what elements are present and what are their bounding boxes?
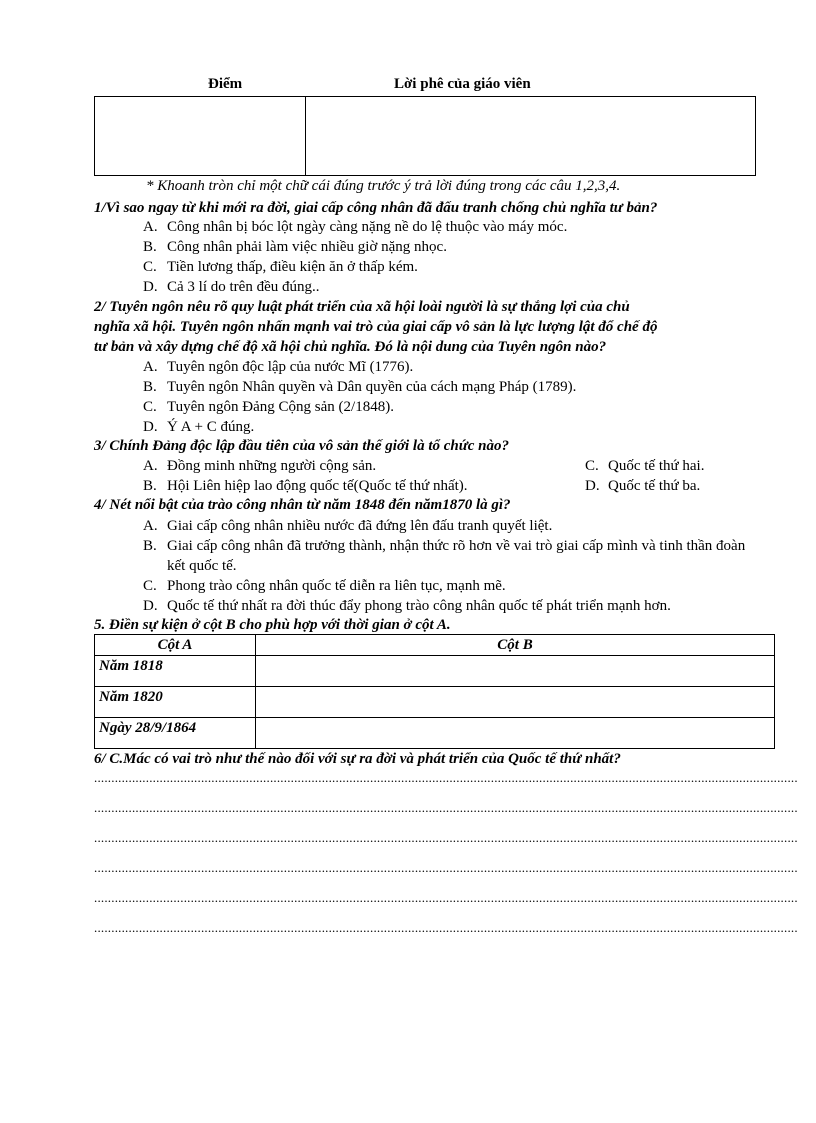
option-key: D.	[143, 419, 158, 435]
option-key: A.	[143, 359, 158, 375]
option-key: A.	[143, 219, 158, 235]
option-text: Phong trào công nhân quốc tế diễn ra liên tục, mạnh mẽ.	[167, 578, 506, 594]
question-2-option-a[interactable]	[143, 357, 413, 377]
option-key: D.	[143, 598, 158, 614]
question-2-title-line-2: nghĩa xã hội. Tuyên ngôn nhấn mạnh vai trò của giai cấp vô sản là lực lượng lật đổ chế độ	[94, 319, 658, 335]
question-4-title: 4/ Nét nổi bật của trào công nhân từ năm 1848 đến năm1870 là gì?	[94, 497, 511, 513]
question-4-option-b[interactable]	[143, 536, 763, 576]
column-a-cell: Ngày 28/9/1864	[95, 718, 256, 749]
question-2-option-c[interactable]	[143, 397, 394, 417]
question-1-option-d[interactable]	[143, 277, 319, 297]
option-text: Cả 3 lí do trên đều đúng..	[167, 279, 320, 295]
column-a-header: Cột A	[95, 635, 256, 656]
question-1-title: 1/Vì sao ngay từ khi mới ra đời, giai cấp công nhân đã đấu tranh chống chủ nghĩa tư bản?	[94, 200, 658, 216]
option-key: C.	[143, 578, 157, 594]
answer-line[interactable]: ............................................................................................................................................................................................................	[94, 920, 798, 935]
option-key: B.	[143, 239, 157, 255]
answer-line[interactable]: ............................................................................................................................................................................................................	[94, 770, 798, 785]
option-key: B.	[143, 478, 157, 494]
option-text: Quốc tế thứ hai.	[608, 458, 705, 474]
question-5-title: 5. Điền sự kiện ở cột B cho phù hợp với thời gian ở cột A.	[94, 617, 451, 633]
teacher-comment-label: Lời phê của giáo viên	[394, 76, 531, 92]
table-row	[95, 718, 775, 749]
question-3-option-c[interactable]	[585, 456, 704, 476]
option-text: Giai cấp công nhân đã trưởng thành, nhận thức rõ hơn về vai trò giai cấp mình và tinh thần đoàn kết quốc tế.	[167, 538, 746, 574]
option-text: Quốc tế thứ nhất ra đời thúc đẩy phong trào công nhân quốc tế phát triển mạnh hơn.	[167, 598, 671, 614]
question-3-title: 3/ Chính Đảng độc lập đầu tiên của vô sản thế giới là tổ chức nào?	[94, 438, 510, 454]
column-a-cell: Năm 1818	[95, 656, 256, 687]
option-text: Công nhân bị bóc lột ngày càng nặng nề do lệ thuộc vào máy móc.	[167, 219, 568, 235]
option-key: A.	[143, 518, 158, 534]
option-text: Tuyên ngôn Đảng Cộng sản (2/1848).	[167, 399, 394, 415]
option-key: A.	[143, 458, 158, 474]
option-key: D.	[585, 478, 600, 494]
question-6-title: 6/ C.Mác có vai trò như thế nào đối với sự ra đời và phát triển của Quốc tế thứ nhất?	[94, 751, 621, 767]
option-text: Hội Liên hiệp lao động quốc tế(Quốc tế thứ nhất).	[167, 478, 468, 494]
option-text: Đồng minh những người cộng sản.	[167, 458, 377, 474]
question-2-option-b[interactable]	[143, 377, 576, 397]
option-key: C.	[585, 458, 599, 474]
option-text: Tiền lương thấp, điều kiện ăn ở thấp kém.	[167, 259, 418, 275]
option-key: C.	[143, 399, 157, 415]
question-1-option-b[interactable]	[143, 237, 447, 257]
option-text: Tuyên ngôn Nhân quyền và Dân quyền của cách mạng Pháp (1789).	[167, 379, 577, 395]
answer-line[interactable]: ............................................................................................................................................................................................................	[94, 830, 798, 845]
table-row	[95, 656, 775, 687]
grade-header	[94, 76, 756, 96]
grade-box	[94, 96, 756, 176]
question-1-option-c[interactable]	[143, 257, 418, 277]
question-2-title-line-3: tư bản và xây dựng chế độ xã hội chủ nghĩa. Đó là nội dung của Tuyên ngôn nào?	[94, 339, 607, 355]
option-text: Giai cấp công nhân nhiều nước đã đứng lên đấu tranh quyết liệt.	[167, 518, 553, 534]
question-1-option-a[interactable]	[143, 217, 567, 237]
option-key: C.	[143, 259, 157, 275]
table-row	[95, 687, 775, 718]
question-4-option-d[interactable]	[143, 596, 671, 616]
option-text: Tuyên ngôn độc lập của nước Mĩ (1776).	[167, 359, 414, 375]
question-4-option-c[interactable]	[143, 576, 506, 596]
question-2-option-d[interactable]	[143, 417, 254, 437]
column-b-header: Cột B	[256, 635, 775, 656]
instruction-text: * Khoanh tròn chỉ một chữ cái đúng trước ý trả lời đúng trong các câu 1,2,3,4.	[146, 178, 621, 194]
question-3-option-d[interactable]	[585, 476, 700, 496]
column-b-answer-cell[interactable]	[256, 687, 775, 718]
grade-box-divider	[305, 97, 306, 175]
option-key: B.	[143, 379, 157, 395]
answer-line[interactable]: ............................................................................................................................................................................................................	[94, 800, 798, 815]
question-2-title-line-1: 2/ Tuyên ngôn nêu rõ quy luật phát triển của xã hội loài người là sự thắng lợi của chủ	[94, 299, 630, 315]
column-a-cell: Năm 1820	[95, 687, 256, 718]
question-4-option-a[interactable]	[143, 516, 552, 536]
option-key: D.	[143, 279, 158, 295]
question-3-option-b[interactable]	[143, 476, 468, 496]
answer-line[interactable]: ............................................................................................................................................................................................................	[94, 860, 798, 875]
answer-line[interactable]: ............................................................................................................................................................................................................	[94, 890, 798, 905]
column-b-answer-cell[interactable]	[256, 718, 775, 749]
option-text: Ý A + C đúng.	[167, 419, 255, 435]
score-label: Điểm	[208, 76, 243, 92]
option-text: Quốc tế thứ ba.	[608, 478, 701, 494]
table-header-row	[95, 635, 775, 656]
option-key: B.	[143, 538, 157, 554]
question-3-option-a[interactable]	[143, 456, 376, 476]
matching-table	[94, 634, 775, 749]
column-b-answer-cell[interactable]	[256, 656, 775, 687]
option-text: Công nhân phải làm việc nhiều giờ nặng nhọc.	[167, 239, 447, 255]
